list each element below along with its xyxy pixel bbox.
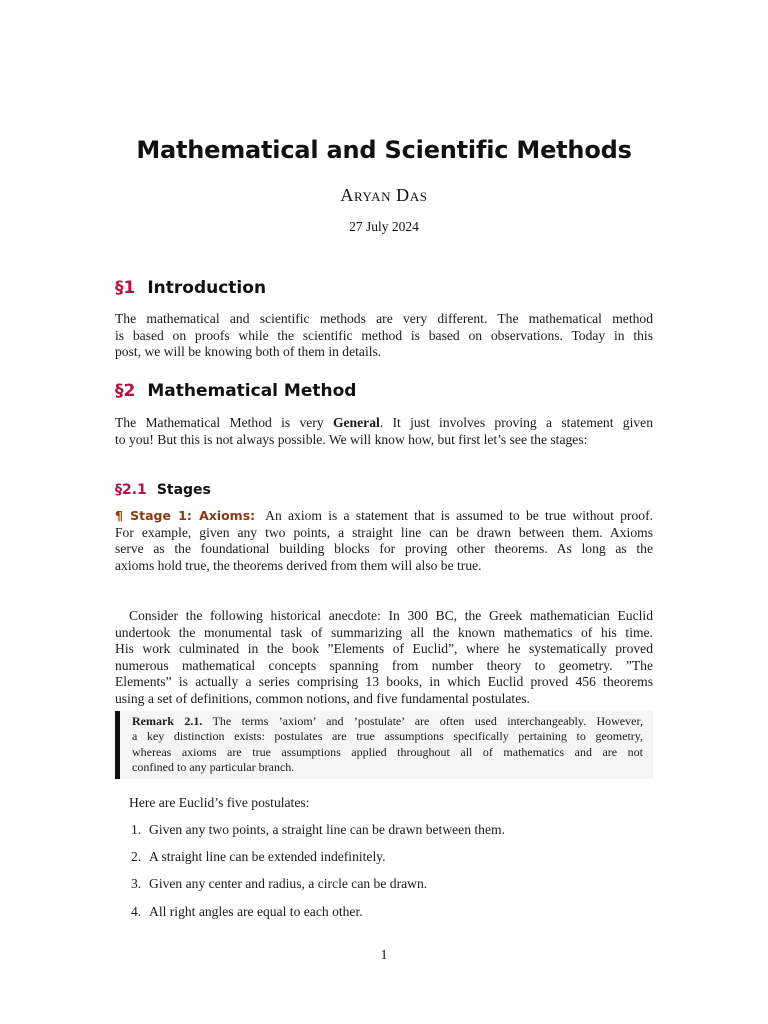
mathematical-method-paragraph <box>115 415 653 448</box>
paragraph-line: undertook the monumental task of summarizing all the known mathematics of his time. <box>115 624 653 640</box>
text-run: The Mathematical Method is very <box>115 415 333 430</box>
list-text: All right angles are equal to each other. <box>149 904 363 919</box>
paragraph-line: numerous mathematical concepts spanning from number theory to geometry. ”The <box>115 657 653 673</box>
list-text: Given any center and radius, a circle can be drawn. <box>149 876 428 891</box>
list-number: 1. <box>131 822 142 837</box>
list-text: A straight line can be extended indefinitely. <box>149 849 386 864</box>
paragraph-line: using a set of definitions, common notions, and five fundamental postulates. <box>115 690 530 706</box>
remark-line: whereas axioms are true assumptions applied throughout all of mathematics and are not <box>132 744 643 759</box>
section-number: §1 <box>115 278 136 298</box>
paragraph-line: serve as the foundational building blocks for proving other theorems. As long as the <box>115 541 653 557</box>
list-item <box>131 849 386 865</box>
section-title: Mathematical Method <box>147 381 357 401</box>
list-number: 3. <box>131 876 142 891</box>
remark-label: Remark 2.1. <box>132 714 203 728</box>
section-title: Stages <box>156 482 211 498</box>
paragraph-line <box>115 508 653 525</box>
section-heading-introduction <box>115 278 266 298</box>
subsection-heading-stages <box>115 482 211 498</box>
page-number: 1 <box>380 947 388 962</box>
list-item <box>131 876 427 892</box>
text-run: The terms ’axiom’ and ’postulate’ are often used interchangeably. However, <box>212 714 643 728</box>
paragraph-line <box>115 415 653 432</box>
paragraph-line: is based on proofs while the scientific method is based on observations. Today in this <box>115 327 653 343</box>
stage-1-paragraph <box>115 508 653 574</box>
document-title: Mathematical and Scientific Methods <box>136 136 632 164</box>
remark-line <box>132 714 643 729</box>
paragraph-line: His work culminated in the book ”Elements of Euclid”, where he systematically proved <box>115 641 653 657</box>
text-run: An axiom is a statement that is assumed to be true without proof. <box>265 508 654 523</box>
paragraph-line: Consider the following historical anecdote: In 300 BC, the Greek mathematician Euclid <box>129 608 653 623</box>
paragraph-line: For example, given any two points, a straight line can be drawn between them. Axioms <box>115 524 653 540</box>
section-number: §2 <box>115 381 136 401</box>
section-number: §2.1 <box>115 482 147 498</box>
bold-term: General <box>332 415 380 430</box>
author-name: Aryan Das <box>340 185 428 205</box>
text-run: . It just involves proving a statement given <box>379 415 653 430</box>
paragraph-line: post, we will be knowing both of them in details. <box>115 344 382 360</box>
remark-line: confined to any particular branch. <box>132 760 295 775</box>
remark-box <box>115 711 653 779</box>
paragraph-line: axioms hold true, the theorems derived from them will also be true. <box>115 557 482 573</box>
postulates-intro <box>129 795 649 812</box>
anecdote-paragraph <box>115 608 653 708</box>
stage-label: ¶ Stage 1: Axioms: <box>115 508 256 523</box>
remark-line: a key distinction exists: postulates are true assumptions specifically pertaining to geometry, <box>132 729 643 744</box>
list-number: 4. <box>131 904 142 919</box>
paragraph-line: Here are Euclid’s five postulates: <box>129 795 310 810</box>
list-item <box>131 904 363 920</box>
document-date: 27 July 2024 <box>349 219 419 234</box>
list-item <box>131 822 505 838</box>
paragraph-line: to you! But this is not always possible. We will know how, but first let’s see the stages: <box>115 431 588 447</box>
paragraph-line: The mathematical and scientific methods are very different. The mathematical method <box>115 311 653 326</box>
introduction-paragraph <box>115 311 653 361</box>
section-heading-mathematical-method <box>115 381 356 401</box>
paragraph-line: Elements” is actually a series comprising 13 books, in which Euclid proved 456 theorems <box>115 674 653 690</box>
list-number: 2. <box>131 849 142 864</box>
section-title: Introduction <box>147 278 267 298</box>
list-text: Given any two points, a straight line can be drawn between them. <box>149 822 505 837</box>
